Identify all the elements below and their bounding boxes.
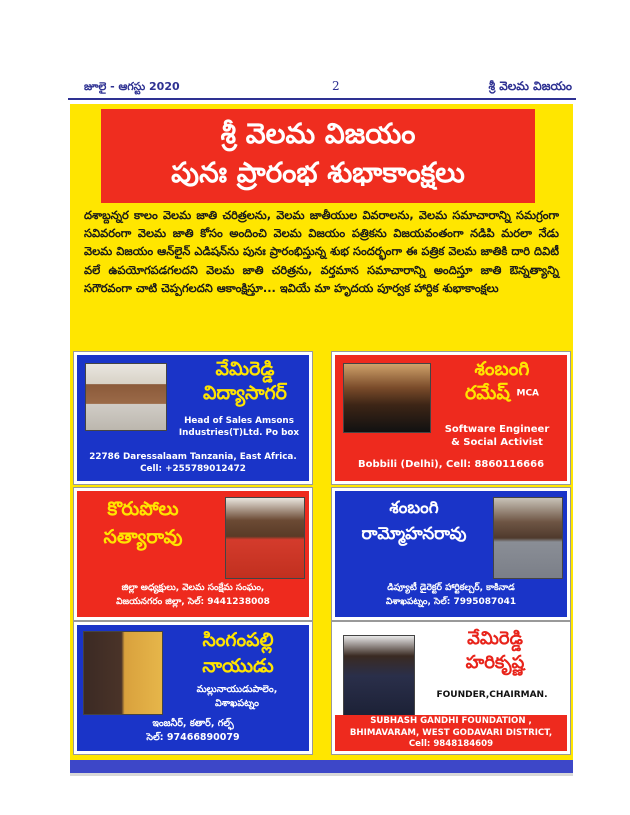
designation xyxy=(429,423,565,449)
card-naidu xyxy=(74,622,312,754)
publication-name: శ్రీ వెలమ విజయం xyxy=(488,79,572,93)
foundation-strip xyxy=(335,715,567,751)
name-line-1: శంబంగి xyxy=(389,498,439,518)
card-rammohanarao xyxy=(332,488,570,620)
person-name xyxy=(185,357,305,405)
detail-line-4: Cell: 9848184609 xyxy=(408,739,494,749)
page-header xyxy=(68,80,576,100)
detail-line-2: Industries(T)Ltd. Po box xyxy=(178,428,300,438)
name-line-1: వేమిరెడ్డి xyxy=(215,358,275,380)
detail-line-2: & Social Activist xyxy=(451,437,543,448)
name-line-2: నాయుడు xyxy=(202,655,274,677)
name-line-1: శంబంగి xyxy=(474,358,530,380)
detail-line-2: SUBHASH GANDHI FOUNDATION , xyxy=(370,716,532,726)
detail-line-2: విశాఖపట్నం, సెల్: 7995087041 xyxy=(385,597,517,607)
person-photo xyxy=(85,363,167,431)
banner-title: శ్రీ వెలమ విజయం xyxy=(220,117,416,150)
name-line-1: కొరుపోలు xyxy=(107,498,179,520)
person-photo xyxy=(343,363,431,433)
issue-date: జూలై - ఆగస్టు 2020 xyxy=(84,80,180,93)
detail-line-1: Head of Sales Amsons xyxy=(184,416,294,426)
name-line-1: సింగంపల్లి xyxy=(202,629,274,651)
title-banner xyxy=(101,109,535,203)
card-harikrishna xyxy=(332,622,570,754)
detail-line-1: Software Engineer xyxy=(444,424,550,435)
detail-line-4: సెల్: 9746689007​9 xyxy=(146,732,240,743)
person-photo xyxy=(83,631,163,715)
detail-line-1: జిల్లా అధ్యక్షులు, వెలమ సంక్షేమ సంఘం, xyxy=(121,583,265,593)
detail-line-2: విజయనగరం జిల్లా, సెల్: 9441238008 xyxy=(116,597,270,607)
person-photo xyxy=(343,635,415,717)
name-line-2: రామ్మోహనరావు xyxy=(361,524,467,544)
person-name xyxy=(447,357,557,406)
name-line-2: విద్యాసాగర్ xyxy=(203,382,287,404)
bottom-divider xyxy=(70,773,573,776)
designation xyxy=(77,581,309,609)
qualification: MCA xyxy=(516,388,540,399)
detail-line-2: విశాఖపట్నం xyxy=(215,698,259,709)
surname: రమేష్ xyxy=(464,382,510,404)
person-name xyxy=(425,627,565,675)
designation xyxy=(169,415,309,439)
name-line-2 xyxy=(447,381,557,406)
name-line-2: హరికృష్ణ xyxy=(465,652,525,673)
name-line-1: వేమిరెడ్డి xyxy=(467,628,523,649)
detail-line-1: మల్లునాయుడుపాలెం, xyxy=(196,684,278,695)
person-name xyxy=(339,495,489,547)
bottom-bar xyxy=(70,760,573,773)
intro-paragraph: దశాబ్దన్నర కాలం వెలమ జాతి చరిత్రలను, వెలమ జాతీయుల వివరాలను, వెలమ సమాచారాన్ని సమగ్రంగా సవివరంగా వెలమ జాతి కోసం అందించి వెలమ విజయం పత్రికను విజయవంతంగా నడిపి మరలా నేడు వెలమ విజయం ఆన్‌లైన్ ఎడిషన్‌ను పునః ప్రారంభిస్తున్న శుభ సందర్భంగా ఈ పత్రిక వెలమ జాతికి దారి దివిటీ వలే ఉపయోగపడగలదని వెలమ జాతి చరిత్రను, వర్తమాన సమాచారాన్ని అందిస్తూ జాతి ఔన్నత్యాన్ని సగౌరవంగా చాటి చెప్పగలదని ఆకాంక్షిస్తూ... ఇవియే మా హృదయ పూర్వక హార్దిక శుభాకాంక్షలు xyxy=(84,208,559,295)
detail-line-3: 22786 Daressalaam Tanzania, East Africa. xyxy=(89,452,297,462)
person-name xyxy=(83,495,203,551)
card-ramesh xyxy=(332,352,570,484)
person-name xyxy=(169,627,307,679)
banner-subtitle: పునః ప్రారంభ శుభాకాంక్షలు xyxy=(171,156,465,189)
designation xyxy=(167,683,307,711)
detail-line-3: BHIMAVARAM, WEST GODAVARI DISTRICT, xyxy=(349,727,553,738)
contact xyxy=(77,717,309,745)
foundation-details xyxy=(335,716,567,751)
name-line-2: సత్యారావు xyxy=(103,526,183,548)
detail-line-4: Cell: +255789012472 xyxy=(140,464,246,474)
person-photo xyxy=(493,497,563,579)
page-number: 2 xyxy=(332,79,340,93)
card-vidyasagar xyxy=(74,352,312,484)
card-satyarao xyxy=(74,488,312,620)
designation: FOUNDER,CHAIRMAN. xyxy=(436,690,548,700)
detail-line-1: డిప్యూటీ డైరెక్టర్ హార్టికల్చర్, కాకినాడ xyxy=(387,583,515,593)
contact: Bobbili (Delhi), Cell: 8860116666 xyxy=(357,459,545,470)
designation xyxy=(335,581,567,609)
person-photo xyxy=(225,497,305,579)
detail-line-3: ఇంజనీర్, కతార్, గల్ఫ్ xyxy=(152,718,234,729)
address xyxy=(77,451,309,475)
